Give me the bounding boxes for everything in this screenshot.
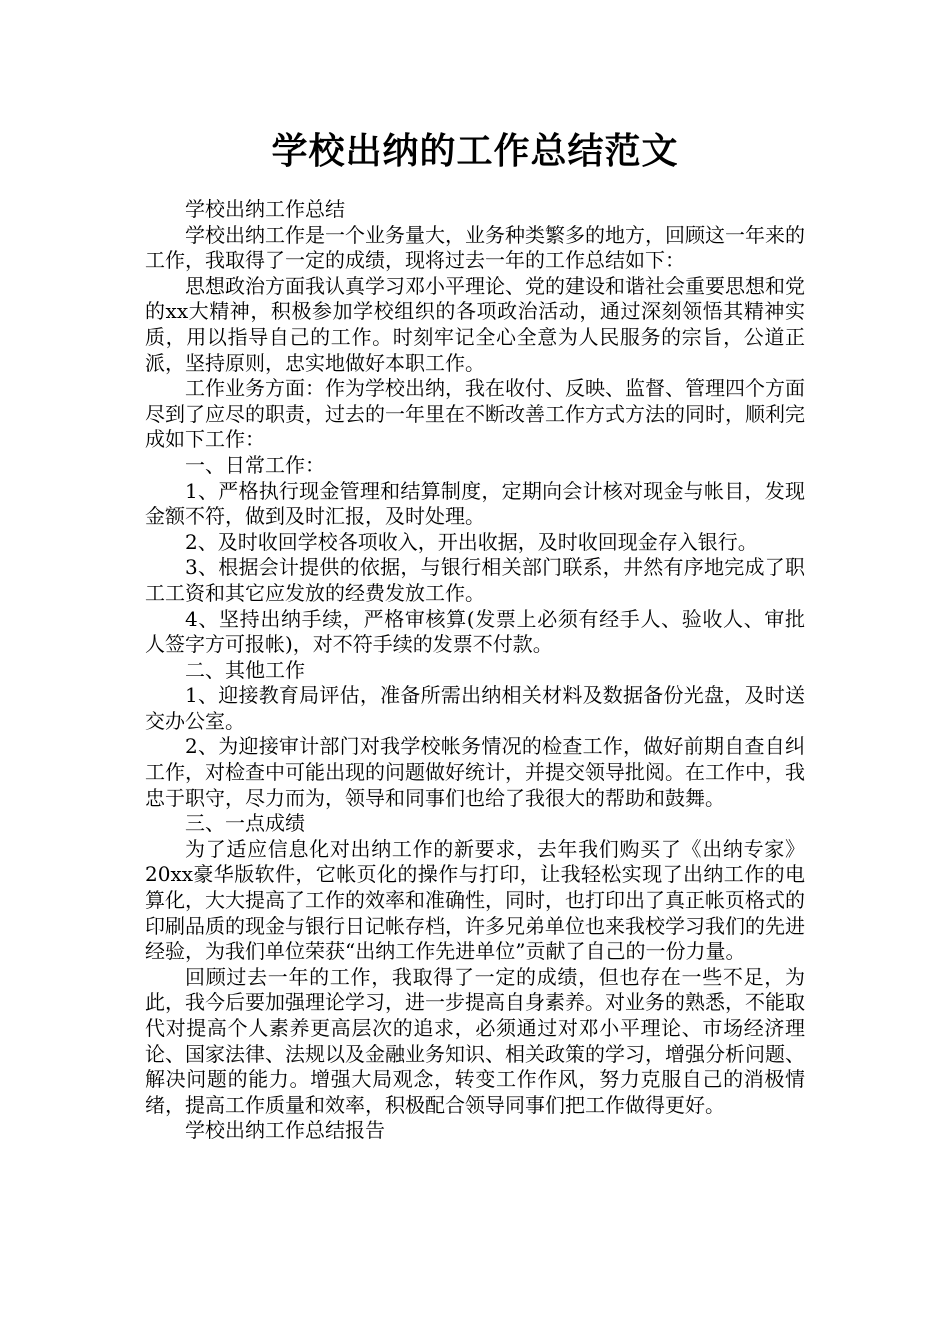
paragraph: 3、根据会计提供的依据，与银行相关部门联系，井然有序地完成了职工工资和其它应发放的经费发放工作。 [145, 555, 805, 605]
paragraph: 4、坚持出纳手续，严格审核算(发票上必须有经手人、验收人、审批人签字方可报帐)，对不符手续的发票不付款。 [145, 606, 805, 657]
paragraph: 工作业务方面：作为学校出纳，我在收付、反映、监督、管理四个方面尽到了应尽的职责，过去的一年里在不断改善工作方式方法的同时，顺利完成如下工作： [145, 376, 805, 452]
section-heading: 三、一点成绩 [185, 811, 305, 836]
paragraph: 学校出纳工作总结 [185, 197, 345, 221]
section-heading: 二、其他工作 [185, 657, 305, 682]
document-title: 学校出纳的工作总结范文 [271, 131, 679, 172]
paragraph: 1、严格执行现金管理和结算制度，定期向会计核对现金与帐目，发现金额不符，做到及时汇报，及时处理。 [145, 478, 805, 529]
paragraph: 1、迎接教育局评估，准备所需出纳相关材料及数据备份光盘，及时送交办公室。 [145, 683, 805, 733]
paragraph: 为了适应信息化对出纳工作的新要求，去年我们购买了《出纳专家》20xx豪华版软件，它帐页化的操作与打印，让我轻松实现了出纳工作的电算化，大大提高了工作的效率和准确性，同时，也打印出了真正帐页格式的印刷品质的现金与银行日记帐存档，许多兄弟单位也来我校学习我们的先进经验，为我们单位荣获“出纳工作先进单位”贡献了自己的一份力量。 [145, 836, 805, 964]
paragraph: 回顾过去一年的工作，我取得了一定的成绩，但也存在一些不足，为此，我今后要加强理论学习，进一步提高自身素养。对业务的熟悉，不能取代对提高个人素养更高层次的追求，必须通过对邓小平理论、市场经济理论、国家法律、法规以及金融业务知识、相关政策的学习，增强分析问题、解决问题的能力。增强大局观念，转变工作作风，努力克服自己的消极情绪，提高工作质量和效率，积极配合领导同事们把工作做得更好。 [145, 964, 805, 1117]
paragraph: 思想政治方面我认真学习邓小平理论、党的建设和谐社会重要思想和党的xx大精神，积极参加学校组织的各项政治活动，通过深刻领悟其精神实质，用以指导自己的工作。时刻牢记全心全意为人民服务的宗旨，公道正派，坚持原则，忠实地做好本职工作。 [145, 273, 805, 375]
section-heading: 一、日常工作： [185, 452, 325, 477]
paragraph: 学校出纳工作是一个业务量大，业务种类繁多的地方，回顾这一年来的工作，我取得了一定的成绩，现将过去一年的工作总结如下： [145, 222, 805, 273]
paragraph: 学校出纳工作总结报告 [185, 1118, 385, 1143]
document-body [145, 197, 805, 1144]
paragraph: 2、及时收回学校各项收入，开出收据，及时收回现金存入银行。 [185, 529, 758, 554]
paragraph: 2、为迎接审计部门对我学校帐务情况的检查工作，做好前期自查自纠工作，对检查中可能出现的问题做好统计，并提交领导批阅。在工作中，我忠于职守，尽力而为，领导和同事们也给了我很大的帮助和鼓舞。 [145, 734, 805, 810]
